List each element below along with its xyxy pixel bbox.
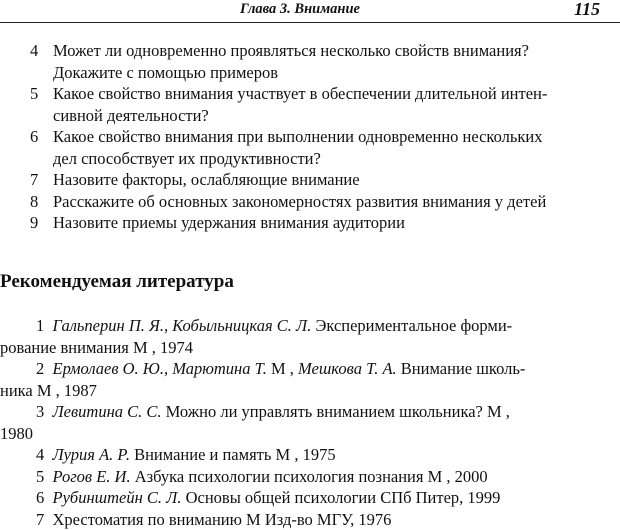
- question-text: [53, 83, 613, 126]
- reference-line: [0, 509, 620, 530]
- reference-number: 6: [36, 488, 44, 507]
- question-line: Назовите факторы, ослабляющие внимание: [53, 169, 613, 191]
- questions-list: [0, 40, 620, 234]
- question-text: [53, 191, 613, 213]
- reference-author: Левитина С. С.: [53, 402, 162, 421]
- reference-author: Лурия А. Р.: [53, 445, 130, 464]
- reference-number: 7: [36, 510, 44, 529]
- reference-item: [0, 358, 620, 401]
- reference-author: Гальперин П. Я., Кобыльницкая С. Л.: [53, 316, 312, 335]
- reference-line: [0, 401, 620, 423]
- reference-item: [0, 315, 620, 358]
- reference-author: Рубинштейн С. Л.: [53, 488, 182, 507]
- question-number: 7: [30, 169, 44, 191]
- question-item: [0, 212, 620, 234]
- reference-number: 3: [36, 402, 44, 421]
- question-line: Какое свойство внимания участвует в обеспечении длительной интен-: [53, 83, 613, 105]
- question-number: 4: [30, 40, 44, 62]
- reference-item: [0, 466, 620, 488]
- question-text: [53, 126, 613, 169]
- question-line: Докажите с помощью примеров: [53, 62, 613, 84]
- reference-text: Можно ли управлять вниманием школьника? М ,: [162, 402, 510, 421]
- reference-line: [0, 487, 620, 509]
- reference-text: Азбука психологии психология познания М , 2000: [131, 467, 488, 486]
- reference-text: Экспериментальное форми-: [311, 316, 512, 335]
- section-title: Рекомендуемая литература: [0, 271, 234, 293]
- reference-continuation: рование внимания М , 1974: [0, 337, 620, 359]
- reference-author: Рогов Е. И.: [53, 467, 131, 486]
- reference-text: Внимание и память М , 1975: [130, 445, 336, 464]
- question-number: 8: [30, 191, 44, 213]
- reference-text: Хрестоматия по вниманию М Изд-во МГУ, 1976: [53, 510, 392, 529]
- reference-line: [0, 358, 620, 380]
- header-rule: [0, 22, 620, 23]
- reference-number: 4: [36, 445, 44, 464]
- question-line: Какое свойство внимания при выполнении одновременно нескольких: [53, 126, 613, 148]
- reference-line: [0, 466, 620, 488]
- question-line: Назовите приемы удержания внимания аудитории: [53, 212, 613, 234]
- page-number: 115: [574, 0, 600, 20]
- question-item: [0, 83, 620, 126]
- chapter-title: Глава 3. Внимание: [240, 1, 360, 18]
- question-line: Может ли одновременно проявляться несколько свойств внимания?: [53, 40, 613, 62]
- reference-text: М ,: [267, 359, 298, 378]
- question-line: Расскажите об основных закономерностях развития внимания у детей: [53, 191, 613, 213]
- question-line: сивной деятельности?: [53, 105, 613, 127]
- question-text: [53, 212, 613, 234]
- page-header: [0, 0, 620, 22]
- reference-number: 5: [36, 467, 44, 486]
- reference-continuation: 1980: [0, 423, 620, 445]
- reference-item: [0, 401, 620, 444]
- reference-author: Мешкова Т. А.: [298, 359, 397, 378]
- reference-number: 1: [36, 316, 44, 335]
- question-item: [0, 191, 620, 213]
- question-item: [0, 169, 620, 191]
- reference-number: 2: [36, 359, 44, 378]
- question-text: [53, 40, 613, 83]
- reference-text: Основы общей психологии СПб Питер, 1999: [181, 488, 500, 507]
- references-list: [0, 315, 620, 530]
- question-number: 5: [30, 83, 44, 105]
- question-item: [0, 126, 620, 169]
- question-number: 6: [30, 126, 44, 148]
- reference-author: Ермолаев О. Ю., Марютина Т.: [53, 359, 267, 378]
- reference-item: [0, 444, 620, 466]
- reference-item: [0, 487, 620, 509]
- question-item: [0, 40, 620, 83]
- question-number: 9: [30, 212, 44, 234]
- question-text: [53, 169, 613, 191]
- reference-item: [0, 509, 620, 530]
- reference-line: [0, 315, 620, 337]
- reference-continuation: ника М , 1987: [0, 380, 620, 402]
- reference-text: Внимание школь-: [397, 359, 526, 378]
- reference-line: [0, 444, 620, 466]
- question-line: дел способствует их продуктивности?: [53, 148, 613, 170]
